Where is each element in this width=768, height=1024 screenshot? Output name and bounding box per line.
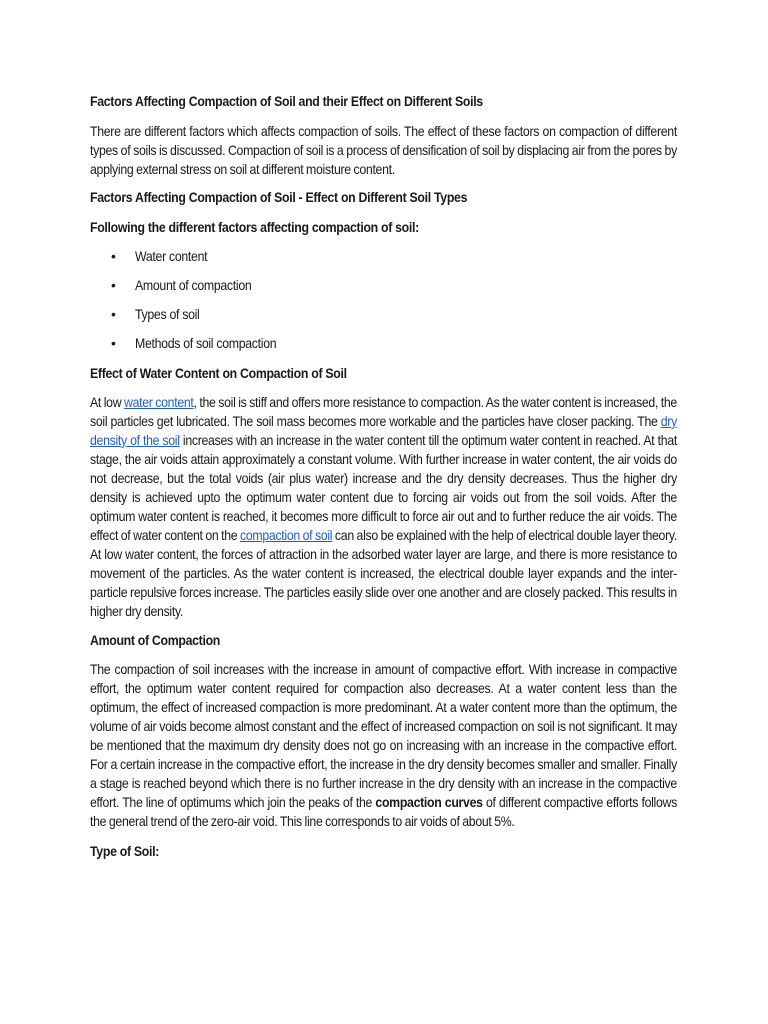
- bullet-icon: •: [111, 335, 116, 351]
- amount-heading: Amount of Compaction: [90, 632, 221, 648]
- dry-density-link[interactable]: dry density of the soil: [90, 413, 677, 448]
- text-run: At low: [90, 394, 124, 410]
- text-run: can also be explained with the help of electrical double layer theory. At low water content, the forces of attraction in the adsorbed water layer are large, and there is more resistance to movement of the particles. As the water content is increased, the electrical double layer expands and the inter-particle repulsive forces increase. The particles easily slide over one another and are closely packed. This results in higher dry density.: [90, 527, 677, 619]
- compaction-of-soil-link[interactable]: compaction of soil: [240, 527, 333, 543]
- bullet-icon: •: [111, 277, 116, 293]
- water-content-paragraph: [90, 393, 677, 621]
- text-run: of different compactive efforts follows the general trend of the zero-air void. This line corresponds to air voids of about 5%.: [90, 794, 677, 829]
- list-item-label: Amount of compaction: [135, 277, 252, 293]
- water-content-link[interactable]: water content: [123, 394, 194, 410]
- factor-list: [90, 247, 677, 363]
- bullet-icon: •: [111, 306, 116, 322]
- soil-type-heading: Type of Soil:: [90, 843, 160, 859]
- list-item: [90, 305, 677, 334]
- intro-paragraph: There are different factors which affects compaction of soils. The effect of these factors on compaction of different types of soils is discussed. Compaction of soil is a process of densification of soil by displacing air from the pores by applying external stress on soil at different moisture content.: [90, 123, 677, 177]
- list-item: [90, 247, 677, 276]
- text-run: The compaction of soil increases with the increase in amount of compactive effort. With increase in compactive effort, the optimum water content required for compaction also decreases. At a water content less than the optimum, the effect of increased compaction is more predominant. At a water content more than the optimum, the volume of air voids become almost constant and the effect of increased compaction on soil is not significant. It may be mentioned that the maximum dry density does not go on increasing with an increase in the compactive effort. For a certain increase in the compactive effort, the increase in the dry density becomes smaller and smaller. Finally a stage is reached beyond which there is no further increase in the dry density with an increase in the compactive effort. The line of optimums which join the peaks of the: [90, 661, 677, 810]
- list-item: [90, 276, 677, 305]
- bullet-icon: •: [111, 248, 116, 264]
- list-item: [90, 334, 677, 363]
- subtitle-heading: Factors Affecting Compaction of Soil - Effect on Different Soil Types: [90, 189, 468, 205]
- water-content-heading: Effect of Water Content on Compaction of Soil: [90, 365, 347, 381]
- text-run: , the soil is stiff and offers more resistance to compaction. As the water content is increased, the soil particles get lubricated. The soil mass becomes more workable and the particles have closer packing. The: [90, 394, 677, 429]
- list-item-label: Types of soil: [135, 306, 200, 322]
- list-item-label: Methods of soil compaction: [135, 335, 277, 351]
- document-page: [90, 90, 677, 861]
- list-heading: Following the different factors affecting compaction of soil:: [90, 219, 419, 235]
- text-run: increases with an increase in the water content till the optimum water content in reached. At that stage, the air voids attain approximately a constant volume. With further increase in water content, the air voids do not decrease, but the total voids (air plus water) increase and the dry density decreases. Thus the higher dry density is achieved upto the optimum water content due to forcing air voids out from the soil voids. After the optimum water content is reached, it becomes more difficult to force air out and to further reduce the air voids. The effect of water content on the: [90, 432, 677, 543]
- bold-term: compaction curves: [375, 794, 483, 810]
- amount-paragraph: [90, 660, 677, 831]
- list-item-label: Water content: [135, 248, 208, 264]
- document-title: Factors Affecting Compaction of Soil and their Effect on Different Soils: [90, 93, 483, 109]
